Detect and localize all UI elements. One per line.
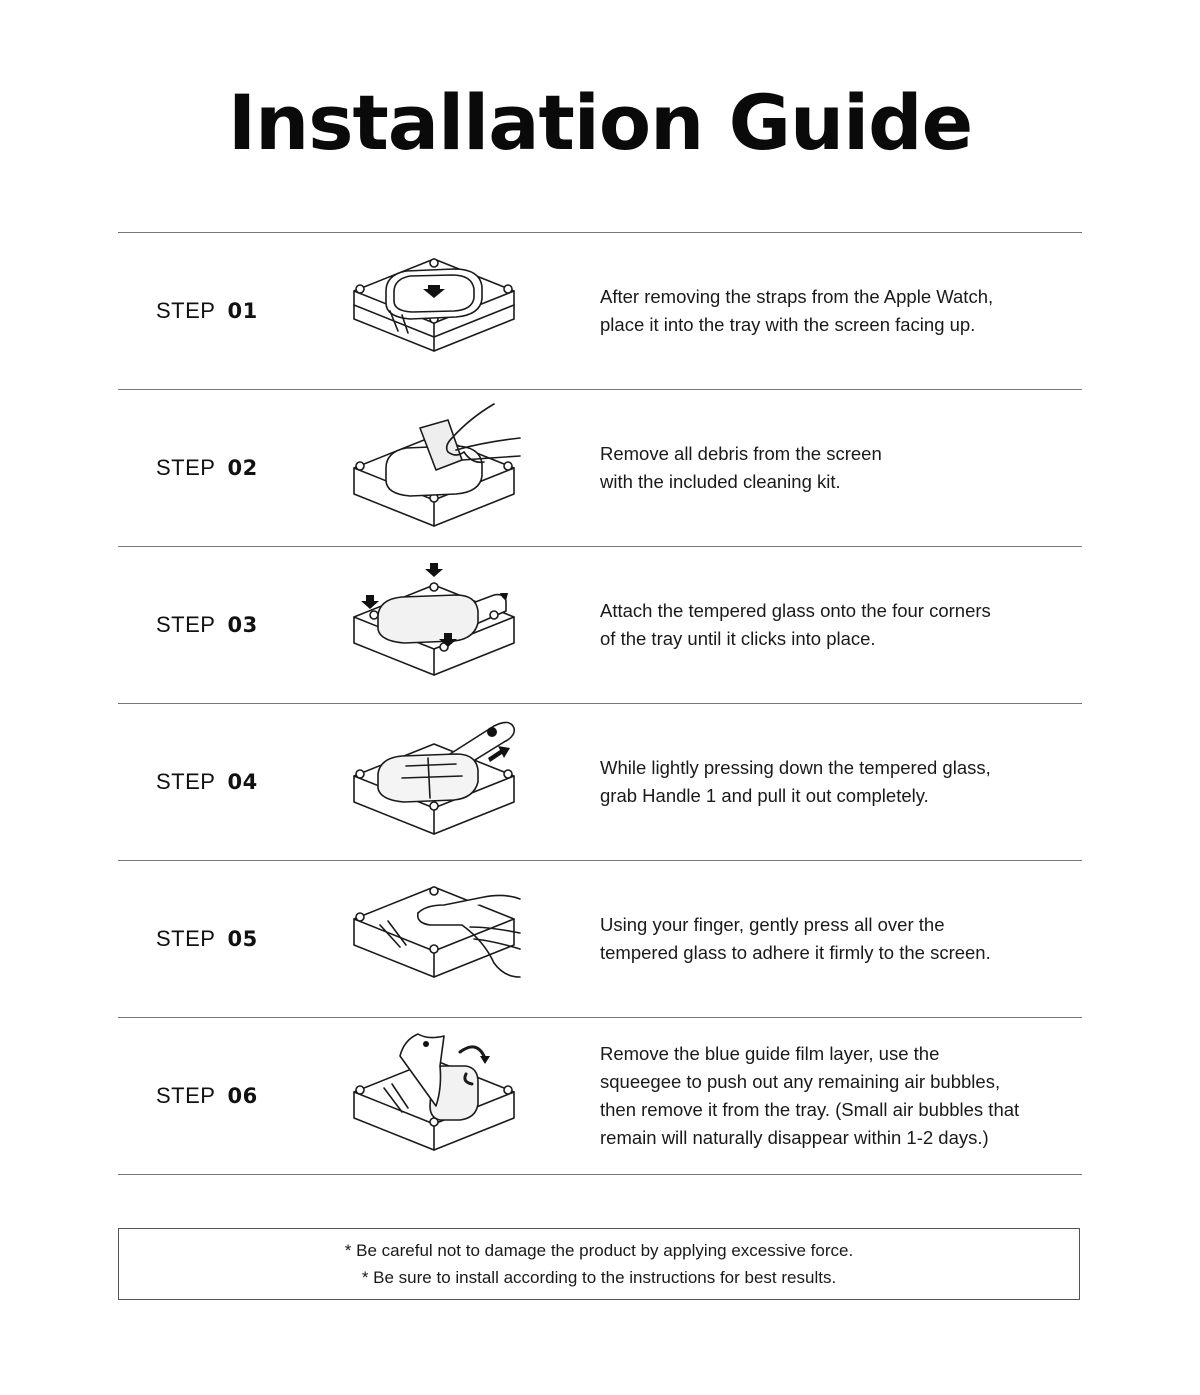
step-row-01 (118, 233, 1082, 390)
step-text-line: Remove the blue guide film layer, use the (600, 1043, 940, 1064)
step-text-line: place it into the tray with the screen facing up. (600, 314, 976, 335)
step-text-line: of the tray until it clicks into place. (600, 628, 876, 649)
illustration-pull-handle-icon (344, 712, 524, 852)
step-description (600, 233, 1070, 389)
caution-notice-box (118, 1228, 1080, 1300)
step-prefix: STEP (156, 612, 216, 637)
illustration-glass-corners-icon (344, 555, 524, 695)
step-description (600, 547, 1070, 703)
step-prefix: STEP (156, 455, 216, 480)
step-number: 01 (227, 299, 258, 323)
step-number: 02 (227, 456, 258, 480)
illustration-hand-wipe-icon (344, 398, 524, 538)
step-text-line: tempered glass to adhere it firmly to the screen. (600, 942, 991, 963)
step-text-line: Using your finger, gently press all over the (600, 914, 945, 935)
step-label (156, 390, 258, 546)
step-row-05 (118, 861, 1082, 1018)
step-label (156, 861, 258, 1017)
step-description (600, 390, 1070, 546)
step-text-line: remain will naturally disappear within 1-2 days.) (600, 1127, 989, 1148)
notice-line-1: * Be careful not to damage the product by applying excessive force. (344, 1241, 854, 1260)
notice-line-2: * Be sure to install according to the instructions for best results. (361, 1268, 837, 1287)
step-text-line: then remove it from the tray. (Small air bubbles that (600, 1099, 1020, 1120)
step-number: 03 (227, 613, 258, 637)
step-text-line: grab Handle 1 and pull it out completely. (600, 785, 929, 806)
step-text-line: Remove all debris from the screen (600, 443, 882, 464)
step-text-line: squeegee to push out any remaining air bubbles, (600, 1071, 1001, 1092)
step-row-03 (118, 547, 1082, 704)
step-label (156, 1018, 258, 1174)
step-number: 06 (227, 1084, 258, 1108)
step-label (156, 233, 258, 389)
step-prefix: STEP (156, 926, 216, 951)
step-number: 04 (227, 770, 258, 794)
step-text-line: While lightly pressing down the tempered glass, (600, 757, 991, 778)
step-prefix: STEP (156, 769, 216, 794)
step-number: 05 (227, 927, 258, 951)
step-row-02 (118, 390, 1082, 547)
illustration-finger-press-icon (344, 869, 524, 1009)
step-description (600, 1018, 1070, 1174)
step-text-line: with the included cleaning kit. (600, 471, 841, 492)
step-prefix: STEP (156, 1083, 216, 1108)
illustration-tray-watch-icon (344, 241, 524, 381)
step-text-line: After removing the straps from the Apple Watch, (600, 286, 994, 307)
step-text-line: Attach the tempered glass onto the four corners (600, 600, 991, 621)
step-description (600, 861, 1070, 1017)
page-title: Installation Guide (227, 78, 973, 167)
steps-list (118, 232, 1082, 1175)
step-prefix: STEP (156, 298, 216, 323)
illustration-peel-film-icon (344, 1026, 524, 1166)
step-label (156, 704, 258, 860)
step-row-04 (118, 704, 1082, 861)
step-description (600, 704, 1070, 860)
step-label (156, 547, 258, 703)
step-row-06 (118, 1018, 1082, 1175)
